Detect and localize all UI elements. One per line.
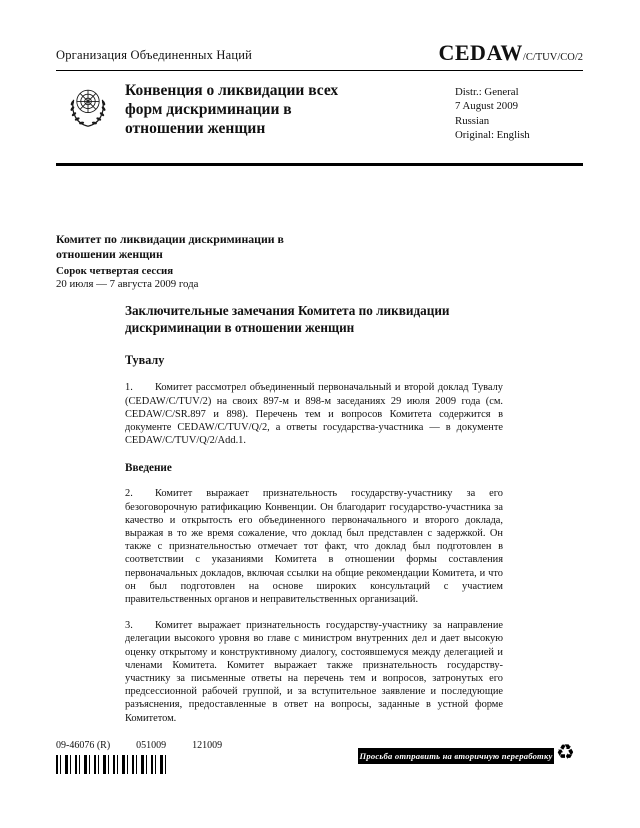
document-symbol-main: CEDAW	[438, 40, 523, 65]
convention-title: Конвенция о ликвидации всех форм дискриминации в отношении женщин	[125, 82, 339, 137]
session-title: Сорок четвертая сессия	[56, 264, 174, 277]
un-emblem-icon	[64, 82, 112, 137]
footer-code-1: 051009	[136, 740, 167, 751]
job-number-line	[56, 740, 248, 751]
distribution-block	[455, 85, 530, 142]
paragraph-3	[125, 619, 503, 725]
paragraph-2	[125, 487, 503, 606]
footer-code-2: 121009	[192, 740, 223, 751]
paragraph-3-number: 3.	[125, 620, 133, 632]
language-line: Russian	[455, 114, 490, 127]
distr-line: Distr.: General	[455, 86, 519, 98]
job-number: 09-46076 (R)	[56, 740, 111, 751]
org-name: Организация Объединенных Наций	[56, 48, 253, 62]
committee-name: Комитет по ликвидации дискриминации в отношении женщин	[56, 232, 284, 262]
introduction-heading: Введение	[125, 462, 172, 475]
paragraph-1-number: 1.	[125, 382, 133, 394]
country-heading: Тувалу	[125, 353, 165, 368]
document-symbol-suffix: /C/TUV/CO/2	[522, 52, 583, 63]
session-dates: 20 июля — 7 августа 2009 года	[56, 277, 199, 290]
paragraph-3-text: Комитет выражает признательность государству-участнику за направление делегации высокого уровня во главе с министром внутренних дел и дает высокую оценку открытому и конструктивному диалогу, состоявшемуся между делегацией и членами Комитета. Комитет выражает также признательность государству-участнику за письменные ответы на перечень тем и вопросов, затронутых его предсессионной рабочей группой, и за вступительное заявление и последующие разъяснения, предоставленные в ответ на вопросы, заданные в устной форме Комитетом.	[125, 620, 503, 724]
header-divider	[56, 70, 583, 71]
document-title: Заключительные замечания Комитета по ликвидации дискриминации в отношении женщин	[125, 303, 450, 336]
document-symbol	[439, 40, 584, 66]
original-language-line: Original: English	[455, 128, 530, 141]
date-line: 7 August 2009	[455, 100, 518, 113]
main-content	[125, 302, 503, 725]
paragraph-1-text: Комитет рассмотрел объединенный первоначальный и второй доклад Тувалу (CEDAW/C/TUV/2) на своих 897-м и 898-м заседаниях 29 июля 2009 года (см. CEDAW/C/SR.897 и 898). Перечень тем и вопросов Комитета содержится в документе CEDAW/C/TUV/Q/2, а ответы государства-участника — в документе CEDAW/C/TUV/Q/2/Add.1.	[125, 382, 503, 447]
recycle-notice: Просьба отправить на вторичную переработку	[358, 748, 554, 764]
recycle-icon: ♻	[556, 740, 575, 764]
masthead-divider	[56, 163, 583, 166]
paragraph-2-text: Комитет выражает признательность государству-участнику за его безоговорочную ратификацию Конвенции. Он благодарит государство-участника за качество и открытость его объединенного первоначального и второго доклада, выражая в то же время сожаление, что доклад был представлен с задержкой. Он также с признательностью отмечает тот факт, что доклад был подготовлен в соответствии с указаниями Комитета в отношении формы составления первоначальных докладов, включая ссылки на общие рекомендации Комитета, и что он был подготовлен на основе широких консультаций с участием правительственных органов и неправительственных организаций.	[125, 488, 503, 605]
barcode	[56, 755, 168, 774]
committee-block	[56, 232, 306, 290]
paragraph-1	[125, 381, 503, 447]
paragraph-2-number: 2.	[125, 488, 133, 500]
